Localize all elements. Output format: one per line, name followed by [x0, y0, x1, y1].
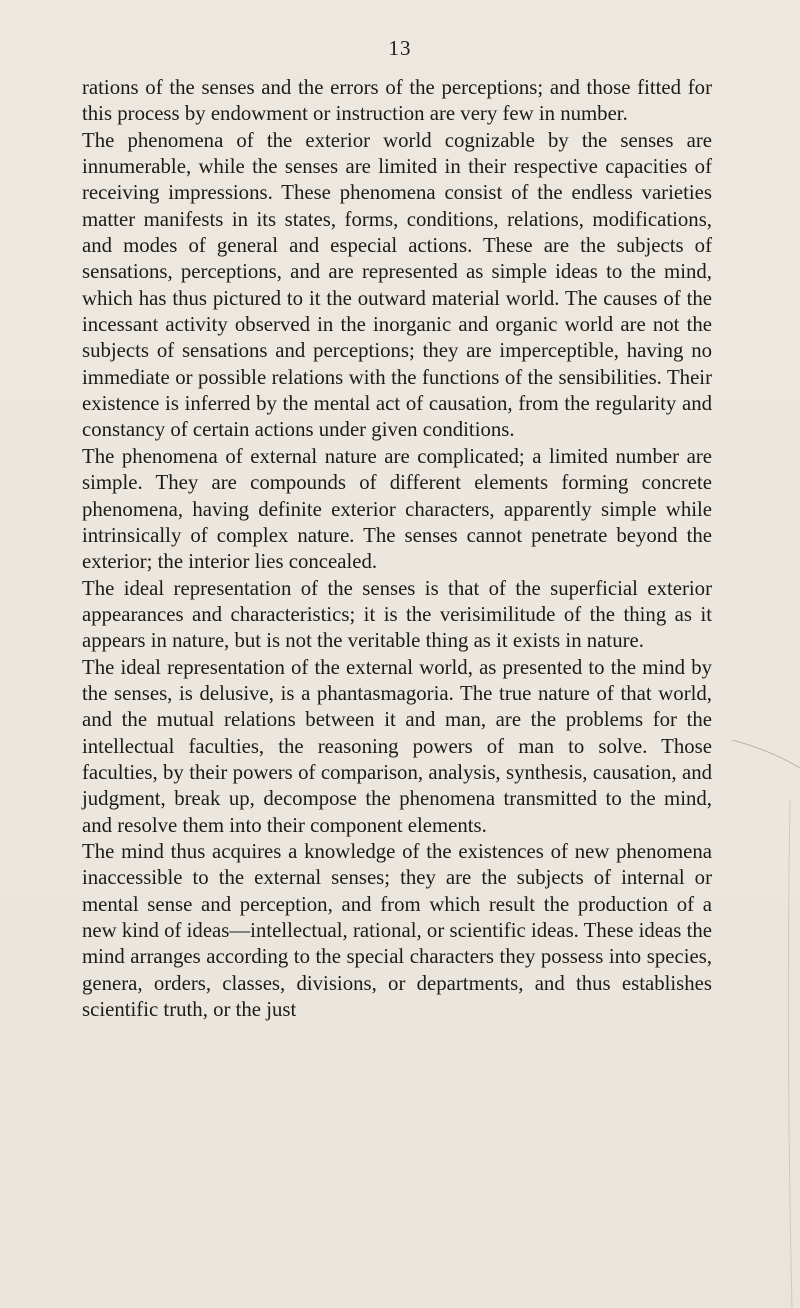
- page-number: 13: [388, 36, 412, 60]
- paragraph-1: rations of the senses and the errors of the perceptions; and those fitted for this process by endowment or instruction are very few in number.: [82, 76, 712, 126]
- paragraph-3: The phenomena of external nature are complicated; a limited number are simple. They are compounds of different elements forming concrete phenomena, having definite exterior characters, apparently simple while intrinsically of complex nature. The senses cannot penetrate beyond the exterior; the interior lies concealed.: [82, 444, 712, 574]
- paragraph-6: The mind thus acquires a knowledge of the existences of new phenomena inaccessible to the external senses; they are the subjects of internal or mental sense and perception, and from which result the production of a new kind of ideas—intellectual, rational, or scientific ideas. These ideas the mind arranges according to the special characters they possess into species, genera, orders, classes, divisions, or departments, and thus establishes scientific truth, or the just: [82, 839, 712, 1022]
- page-curl-line: [730, 740, 800, 1308]
- paragraph-5: The ideal representation of the external world, as presented to the mind by the senses, is delusive, is a phantasmagoria. The true nature of that world, and the mutual relations between it and man, are the problems for the intellectual faculties, the reasoning powers of man to solve. Those faculties, by their powers of comparison, analysis, synthesis, causation, and judgment, break up, decompose the phenomena transmitted to the mind, and resolve them into their component elements.: [82, 655, 712, 837]
- paragraph-4: The ideal representation of the senses is that of the superficial exterior appearances and characteristics; it is the verisimilitude of the thing as it appears in nature, but is not the veritable thing as it exists in nature.: [82, 576, 712, 653]
- paragraph-2: The phenomena of the exterior world cognizable by the senses are innumerable, while the senses are limited in their respective capacities of receiving impressions. These phenomena consist of the endless varieties matter manifests in its states, forms, conditions, relations, modifications, and modes of general and especial actions. These are the subjects of sensations, perceptions, and are represented as simple ideas to the mind, which has thus pictured to it the outward material world. The causes of the incessant activity observed in the inorganic and organic world are not the subjects of sensations and perceptions; they are imperceptible, having no immediate or possible relations with the functions of the sensibilities. Their existence is inferred by the mental act of causation, from the regularity and constancy of certain actions under given conditions.: [82, 128, 712, 442]
- body-text: [82, 75, 712, 1023]
